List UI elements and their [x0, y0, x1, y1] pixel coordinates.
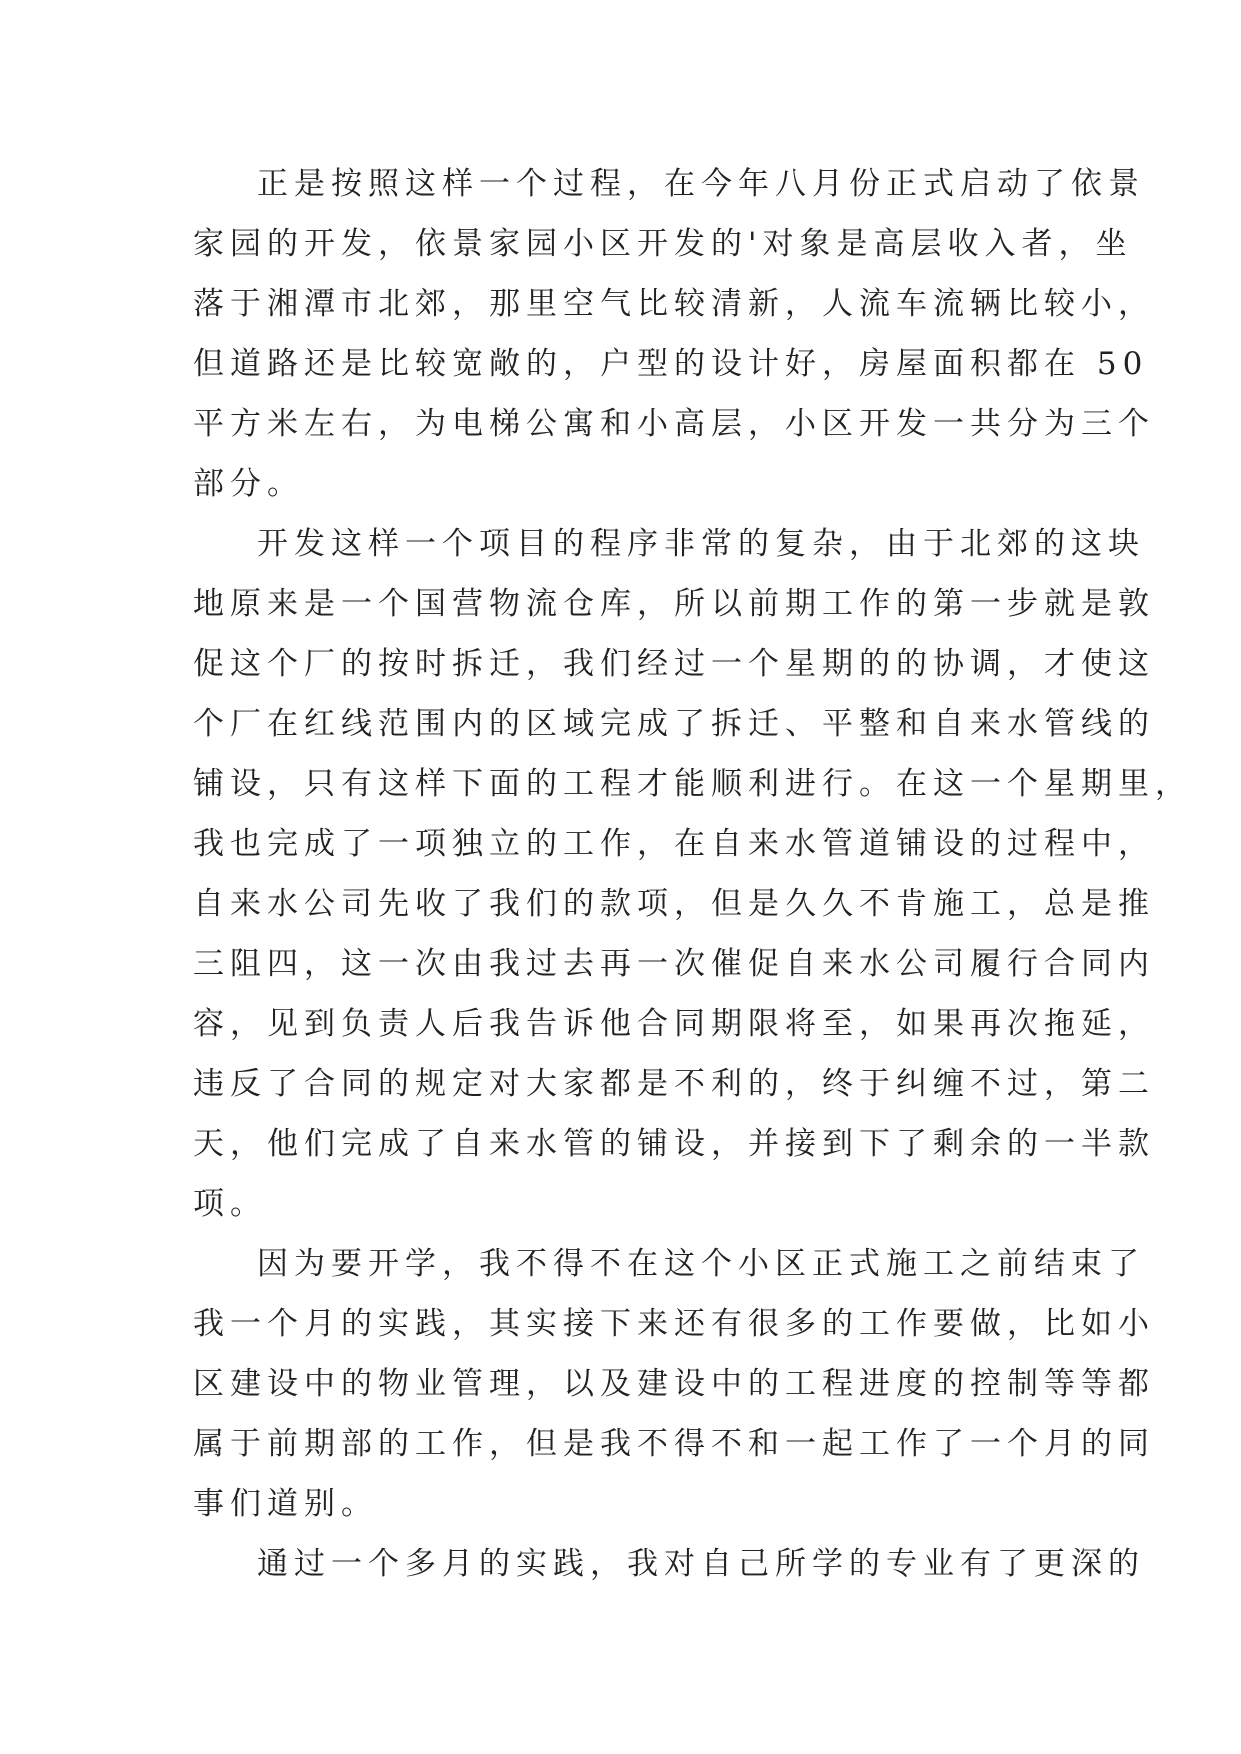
paragraph-3-line-5: 事们道别。	[193, 1486, 378, 1522]
document-body	[193, 154, 1192, 1594]
paragraph-2-line-2: 地原来是一个国营物流仓库，所以前期工作的第一步就是敦	[193, 586, 1155, 622]
paragraph-3-line-2: 我一个月的实践，其实接下来还有很多的工作要做，比如小	[193, 1306, 1155, 1342]
paragraph-2-line-5: 铺设，只有这样下面的工程才能顺利进行。在这一个星期里，	[193, 766, 1192, 802]
paragraph-1-line-4: 但道路还是比较宽敞的，户型的设计好，房屋面积都在 50	[193, 346, 1149, 382]
paragraph-2-line-10: 违反了合同的规定对大家都是不利的，终于纠缠不过，第二	[193, 1066, 1155, 1102]
paragraph-2-line-11: 天，他们完成了自来水管的铺设，并接到下了剩余的一半款	[193, 1126, 1155, 1162]
paragraph-2-line-8: 三阻四，这一次由我过去再一次催促自来水公司履行合同内	[193, 946, 1155, 982]
paragraph-3-line-3: 区建设中的物业管理，以及建设中的工程进度的控制等等都	[193, 1366, 1155, 1402]
paragraph-2-line-3: 促这个厂的按时拆迁，我们经过一个星期的的协调，才使这	[193, 646, 1155, 682]
paragraph-2-line-4: 个厂在红线范围内的区域完成了拆迁、平整和自来水管线的	[193, 706, 1155, 742]
paragraph-2-line-6: 我也完成了一项独立的工作，在自来水管道铺设的过程中，	[193, 826, 1155, 862]
paragraph-4-line-1: 通过一个多月的实践，我对自己所学的专业有了更深的	[257, 1546, 1145, 1582]
paragraph-3-line-1: 因为要开学，我不得不在这个小区正式施工之前结束了	[257, 1246, 1145, 1282]
paragraph-1-line-3: 落于湘潭市北郊，那里空气比较清新，人流车流辆比较小，	[193, 286, 1155, 322]
paragraph-1-line-2: 家园的开发，依景家园小区开发的'对象是高层收入者，坐	[193, 226, 1133, 262]
paragraph-2-line-7: 自来水公司先收了我们的款项，但是久久不肯施工，总是推	[193, 886, 1155, 922]
paragraph-2-line-12: 项。	[193, 1186, 267, 1222]
paragraph-1-line-1: 正是按照这样一个过程，在今年八月份正式启动了依景	[257, 166, 1145, 202]
paragraph-1-line-6: 部分。	[193, 466, 304, 502]
paragraph-3-line-4: 属于前期部的工作，但是我不得不和一起工作了一个月的同	[193, 1426, 1155, 1462]
paragraph-1-line-5: 平方米左右，为电梯公寓和小高层，小区开发一共分为三个	[193, 406, 1155, 442]
paragraph-2-line-9: 容，见到负责人后我告诉他合同期限将至，如果再次拖延，	[193, 1006, 1155, 1042]
paragraph-2-line-1: 开发这样一个项目的程序非常的复杂，由于北郊的这块	[257, 526, 1145, 562]
